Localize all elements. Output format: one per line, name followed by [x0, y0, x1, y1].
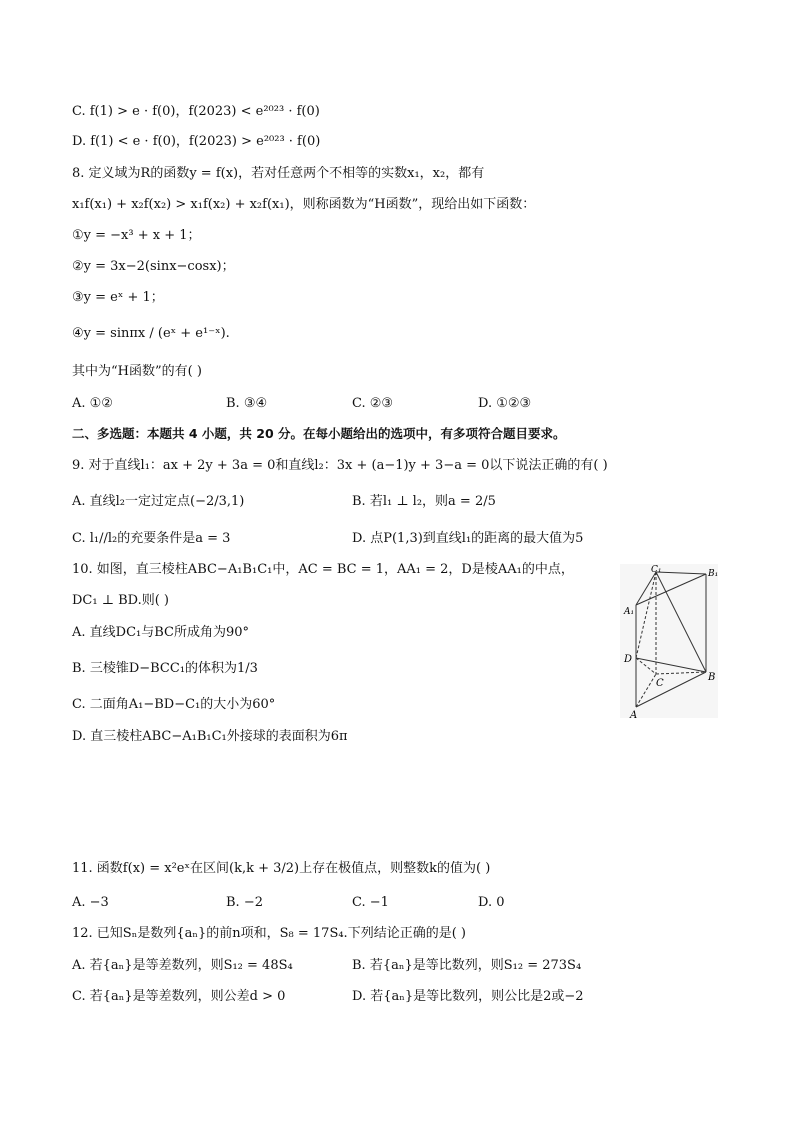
- q11-option-d: D. 0: [478, 895, 505, 910]
- q11-stem: 11. 函数f(x) = x²eˣ在区间(k,k + 3/2)上存在极值点，则整数k的值为( ): [72, 861, 491, 876]
- q12-stem: 12. 已知Sₙ是数列{aₙ}的前n项和，S₈ = 17S₄.下列结论正确的是( ): [72, 926, 466, 941]
- label-c1: C₁: [651, 565, 662, 575]
- q10-option-a: A. 直线DC₁与BC所成角为90°: [72, 625, 250, 640]
- q7-option-d: D. f(1) < e · f(0)，f(2023) > e²⁰²³ · f(0): [72, 134, 321, 149]
- q10-stem-line1: 10. 如图，直三棱柱ABC−A₁B₁C₁中，AC = BC = 1，AA₁ = 2，D是棱AA₁的中点，: [72, 562, 574, 577]
- label-c: C: [656, 678, 664, 689]
- section-heading: 二、多选题：本题共 4 小题，共 20 分。在每小题给出的选项中，有多项符合题目要求。: [72, 426, 566, 441]
- label-a1: A₁: [624, 607, 635, 617]
- q11-option-c: C. −1: [352, 895, 389, 910]
- label-a: A: [630, 710, 638, 720]
- q8-function-4: ④y = sinπx / (eˣ + e¹⁻ˣ).: [72, 326, 230, 341]
- q8-function-2: ②y = 3x−2(sinx−cosx)；: [72, 259, 235, 274]
- q8-stem-line2: x₁f(x₁) + x₂f(x₂) > x₁f(x₂) + x₂f(x₁)，则称函数为“H函数”，现给出如下函数：: [72, 197, 536, 212]
- q8-function-3: ③y = eˣ + 1；: [72, 290, 164, 305]
- prism-figure: [618, 562, 720, 720]
- q8-option-b: B. ③④: [226, 396, 268, 411]
- q10-option-c: C. 二面角A₁−BD−C₁的大小为60°: [72, 697, 276, 712]
- q12-option-a: A. 若{aₙ}是等差数列，则S₁₂ = 48S₄: [72, 958, 293, 973]
- q12-option-b: B. 若{aₙ}是等比数列，则S₁₂ = 273S₄: [352, 958, 582, 973]
- q10-option-d: D. 直三棱柱ABC−A₁B₁C₁外接球的表面积为6π: [72, 729, 348, 744]
- q12-option-d: D. 若{aₙ}是等比数列，则公比是2或−2: [352, 989, 584, 1004]
- q12-option-c: C. 若{aₙ}是等差数列，则公差d > 0: [72, 989, 286, 1004]
- q10-stem-line2: DC₁ ⊥ BD.则( ): [72, 593, 169, 608]
- q8-question: 其中为“H函数”的有( ): [72, 364, 202, 379]
- q8-option-c: C. ②③: [352, 396, 394, 411]
- q8-option-a: A. ①②: [72, 396, 113, 411]
- label-b1: B₁: [708, 569, 719, 579]
- q9-option-c: C. l₁//l₂的充要条件是a = 3: [72, 531, 231, 546]
- q8-option-d: D. ①②③: [478, 396, 532, 411]
- q10-option-b: B. 三棱锥D−BCC₁的体积为1/3: [72, 661, 258, 676]
- q8-stem-line1: 8. 定义域为R的函数y = f(x)，若对任意两个不相等的实数x₁，x₂，都有: [72, 166, 485, 181]
- q8-function-1: ①y = −x³ + x + 1；: [72, 228, 201, 243]
- q11-option-a: A. −3: [72, 895, 109, 910]
- q9-stem: 9. 对于直线l₁：ax + 2y + 3a = 0和直线l₂：3x + (a−1)y + 3−a = 0以下说法正确的有( ): [72, 458, 608, 473]
- label-d: D: [624, 654, 633, 665]
- q9-option-b: B. 若l₁ ⊥ l₂，则a = 2/5: [352, 494, 496, 509]
- q11-option-b: B. −2: [226, 895, 263, 910]
- label-b: B: [708, 672, 716, 683]
- q7-option-c: C. f(1) > e · f(0)，f(2023) < e²⁰²³ · f(0): [72, 104, 320, 119]
- q9-option-d: D. 点P(1,3)到直线l₁的距离的最大值为5: [352, 531, 584, 546]
- q9-option-a: A. 直线l₂一定过定点(−2/3,1): [72, 494, 245, 509]
